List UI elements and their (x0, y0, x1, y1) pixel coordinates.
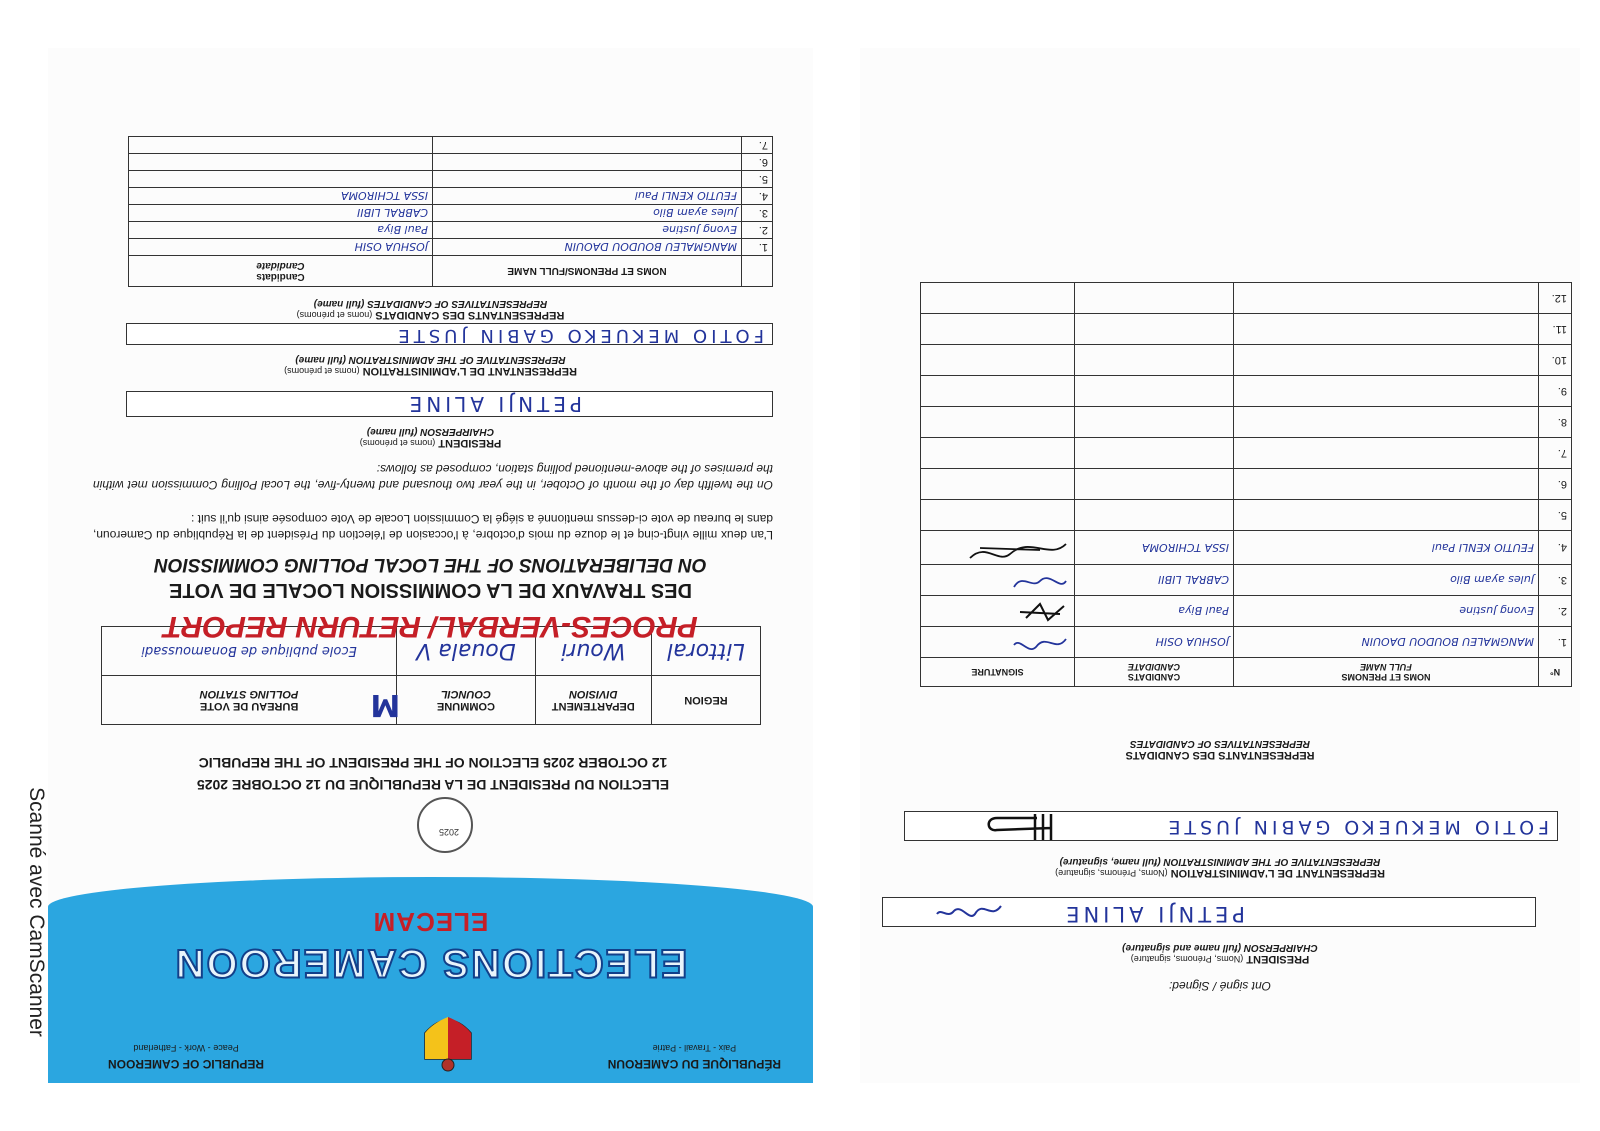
republic-en-block (108, 1043, 264, 1071)
rotated-content (48, 48, 813, 1083)
table-row: 5. (129, 171, 773, 188)
polling-station-header: BUREAU DE VOTE POLLING STATION M (102, 676, 397, 725)
polling-station-value: Ecole publique de Bonamoussadi (102, 627, 397, 676)
intro-paragraph-fr: L'an deux mille vingt-cinq et le douze du mois d'octobre, à l'occasion de l'élection du Président de la République du Cameroun, dans le bureau de vote ci-dessus mentionné a siégé la Commission Locale de Vote composée ainsi qu'il suit : (93, 512, 773, 542)
candidate-header: Candidats Candidate (129, 256, 433, 287)
report-front-page (48, 48, 813, 1083)
republic-fr: RÉPUBLIQUE DU CAMEROUN (607, 1057, 781, 1071)
signature-icon (1010, 570, 1070, 594)
signature-header: SIGNATURE (921, 658, 1075, 687)
table-row: 6. (921, 469, 1572, 500)
table-row: 5. (921, 500, 1572, 531)
coat-of-arms-icon (413, 1003, 483, 1073)
scanner-label: Scanné avec CamScanner (25, 787, 48, 1037)
signature-cell (921, 627, 1075, 658)
signed-label: Ont signé / Signed: (1168, 979, 1272, 993)
president-name: PETNJI ALINE (1062, 902, 1245, 926)
admin-signature-icon (977, 808, 1057, 848)
candidate-reps-table (128, 136, 773, 287)
candidate-header: CANDIDATS CANDIDATE (1075, 658, 1234, 687)
table-row: 1. MANGMALEU BOUDOU DAOUIN JOSHUA OSIH (129, 239, 773, 256)
republic-fr-block (608, 1043, 781, 1071)
number-header: N° (1539, 658, 1572, 687)
election-title-en: 12 OCTOBER 2025 ELECTION OF THE PRESIDENT OF THE REPUBLIC (198, 755, 668, 771)
candidates-label: REPRESENTANTS DES CANDIDATS (noms et prénoms) REPRESENTATIVES OF CANDIDATES (full name) (296, 298, 565, 321)
signature-cell (921, 565, 1075, 596)
signature-icon (960, 534, 1070, 564)
table-row: 1. MANGMALEU BOUDOU DAOUIN JOSHUA OSIH (921, 627, 1572, 658)
motto-en: Peace - Work - Fatherland (133, 1043, 239, 1053)
report-signature-page (860, 48, 1580, 1083)
name-header: NOMS ET PRENOMS/FULL NAME (433, 256, 742, 287)
table-row: 2. Evong Justine Paul Biya (921, 596, 1572, 627)
region-header: REGION (651, 676, 760, 725)
location-header-row (102, 676, 761, 725)
report-subtitle-en: ON DELIBERATIONS OF THE LOCAL POLLING COMMISSION (154, 554, 707, 575)
table-row: 2. Evong Justine Paul Biya (129, 222, 773, 239)
report-title: PROCES-VERBAL/ RETURN REPORT (163, 610, 698, 643)
election-seal-icon (417, 797, 473, 853)
brand-subtitle: ELECAM (372, 907, 489, 937)
seal-year: 2025 (438, 827, 459, 837)
signature-cell (921, 531, 1075, 565)
council-value: Douala V (397, 627, 536, 676)
table-header-row (129, 256, 773, 287)
region-value: Littoral (651, 627, 760, 676)
division-value: Wouri (535, 627, 651, 676)
president-name-box (126, 391, 773, 417)
motto-fr: Paix - Travail - Patrie (652, 1043, 737, 1053)
president-name-box (882, 897, 1536, 927)
table-row: 7. (129, 137, 773, 154)
table-row: 3. Jules ayam Bilo CABRAL LIBII (129, 205, 773, 222)
table-header-row (921, 658, 1572, 687)
election-title-fr: ELECTION DU PRESIDENT DE LA REPUBLIQUE DU 12 OCTOBRE 2025 (196, 777, 670, 793)
intro-paragraph-en: On the twelfth day of the month of October, in the year two thousand and twenty-five, the Local Polling Commission met within the premises of the above-mentioned polling station, composed as follows: (93, 462, 773, 492)
candidate-signature-table (920, 282, 1572, 687)
admin-name-box (904, 811, 1558, 841)
admin-name: FOTIO MEKUEKO GABIN JUSTE (1164, 816, 1549, 838)
admin-name: FOTIO MEKUEKO GABIN JUSTE (394, 325, 764, 346)
table-row: 10. (921, 345, 1572, 376)
admin-label: REPRESENTANT DE L'ADMINISTRATION (Noms, Prénoms, signature) REPRESENTATIVE OF THE ADMINISTRATION (full name, signature) (1055, 856, 1385, 879)
republic-en: REPUBLIC OF CAMEROON (108, 1057, 264, 1071)
table-row: 9. (921, 376, 1572, 407)
table-row: 6. (129, 154, 773, 171)
candidates-label: REPRESENTANTS DES CANDIDATS REPRESENTATIVES OF CANDIDATES (1125, 738, 1315, 761)
signature-icon (1010, 601, 1070, 625)
station-mark: M (370, 687, 401, 722)
table-row: 11. (921, 314, 1572, 345)
brand-title: ELECTIONS CAMEROON (173, 941, 688, 985)
table-row: 4. FEUTIO KENLI Paul ISSA TCHIROMA (129, 188, 773, 205)
president-name: PETNJI ALINE (405, 392, 582, 416)
council-header: COMMUNE COUNCIL (397, 676, 536, 725)
president-label: PRESIDENT (noms et prénoms) CHAIRPERSON (full name) (359, 426, 502, 449)
signature-icon (1010, 632, 1070, 656)
table-row: 3. Jules ayam Bilo CABRAL LIBII (921, 565, 1572, 596)
president-label: PRESIDENT (Noms, Prénoms, signature) CHAIRPERSON (full name and signature) (1122, 942, 1318, 965)
division-header: DEPARTEMENT DIVISION (535, 676, 651, 725)
president-signature-icon (935, 898, 1005, 924)
scanner-watermark (4, 760, 68, 1080)
admin-label: REPRESENTANT DE L'ADMINISTRATION (noms et prénoms) REPRESENTATIVE OF THE ADMINISTRATION (full name) (284, 354, 577, 377)
rotated-content (860, 48, 1580, 1083)
report-subtitle-fr: DES TRAVAUX DE LA COMMISSION LOCALE DE VOTE (169, 579, 692, 601)
signature-cell (921, 596, 1075, 627)
table-row: 7. (921, 438, 1572, 469)
table-row: 4. FEUTIO KENLI Paul ISSA TCHIROMA (921, 531, 1572, 565)
table-row: 8. (921, 407, 1572, 438)
name-header: NOMS ET PRENOMS FULL NAME (1234, 658, 1539, 687)
admin-name-box (126, 323, 773, 345)
table-row: 12. (921, 283, 1572, 314)
